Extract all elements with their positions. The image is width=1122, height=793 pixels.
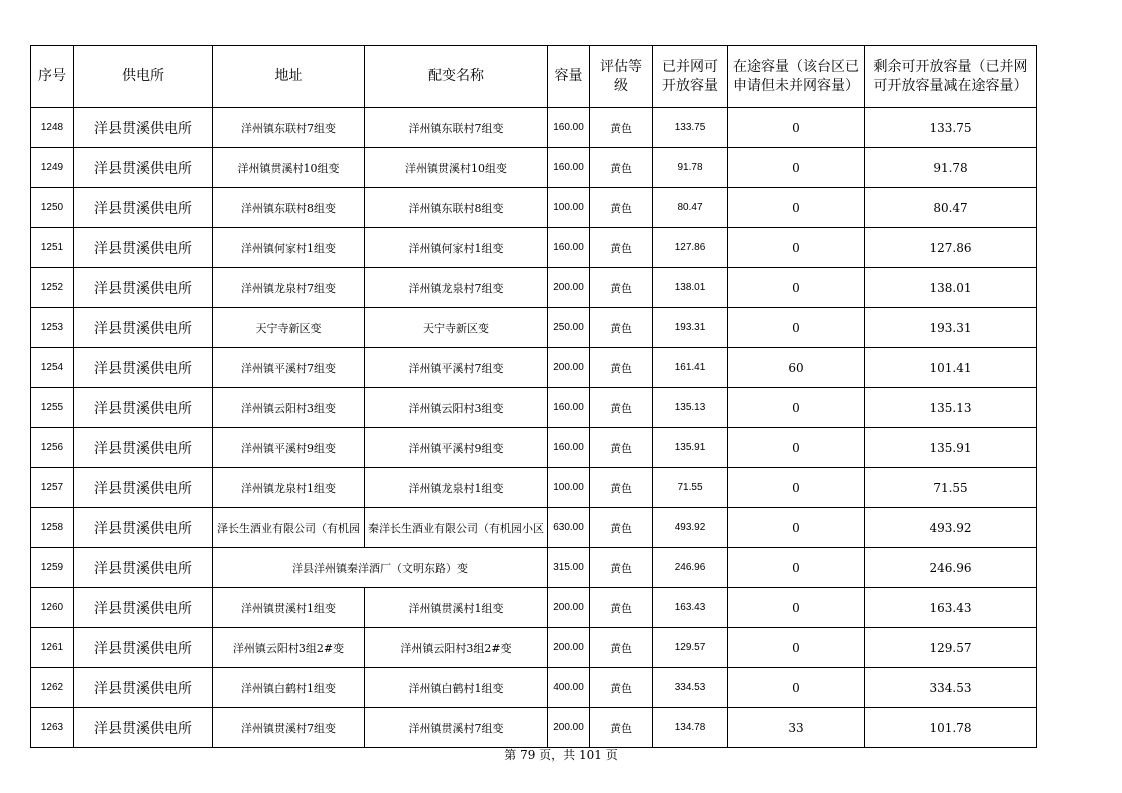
cell-capacity: 100.00 bbox=[548, 188, 590, 228]
table-row bbox=[31, 308, 1037, 348]
cell-remaining: 135.91 bbox=[865, 428, 1037, 468]
cell-remaining: 101.41 bbox=[865, 348, 1037, 388]
cell-transformer: 洋州镇云阳村3组变 bbox=[365, 388, 548, 428]
cell-grade: 黄色 bbox=[590, 308, 653, 348]
cell-grade: 黄色 bbox=[590, 548, 653, 588]
table-row bbox=[31, 228, 1037, 268]
cell-in-transit: 33 bbox=[728, 708, 865, 748]
cell-transformer: 秦洋长生酒业有限公司（有机园小区 bbox=[365, 508, 548, 548]
table-row bbox=[31, 508, 1037, 548]
capacity-table bbox=[30, 45, 1037, 748]
cell-supplier: 洋县贯溪供电所 bbox=[74, 268, 213, 308]
cell-remaining: 91.78 bbox=[865, 148, 1037, 188]
cell-address: 洋州镇何家村1组变 bbox=[213, 228, 365, 268]
cell-in-transit: 0 bbox=[728, 148, 865, 188]
cell-supplier: 洋县贯溪供电所 bbox=[74, 588, 213, 628]
cell-grade: 黄色 bbox=[590, 588, 653, 628]
cell-supplier: 洋县贯溪供电所 bbox=[74, 468, 213, 508]
cell-in-transit: 0 bbox=[728, 308, 865, 348]
cell-open-capacity: 127.86 bbox=[653, 228, 728, 268]
cell-open-capacity: 161.41 bbox=[653, 348, 728, 388]
cell-address: 洋州镇平溪村9组变 bbox=[213, 428, 365, 468]
cell-capacity: 160.00 bbox=[548, 228, 590, 268]
table-row bbox=[31, 468, 1037, 508]
cell-address: 洋州镇云阳村3组2#变 bbox=[213, 628, 365, 668]
cell-open-capacity: 91.78 bbox=[653, 148, 728, 188]
cell-open-capacity: 334.53 bbox=[653, 668, 728, 708]
cell-capacity: 200.00 bbox=[548, 348, 590, 388]
cell-open-capacity: 135.91 bbox=[653, 428, 728, 468]
cell-no: 1262 bbox=[31, 668, 74, 708]
cell-transformer: 洋州镇云阳村3组2#变 bbox=[365, 628, 548, 668]
cell-supplier: 洋县贯溪供电所 bbox=[74, 388, 213, 428]
header-remaining: 剩余可开放容量（已并网可开放容量减在途容量） bbox=[865, 46, 1037, 108]
cell-grade: 黄色 bbox=[590, 188, 653, 228]
cell-supplier: 洋县贯溪供电所 bbox=[74, 548, 213, 588]
cell-remaining: 101.78 bbox=[865, 708, 1037, 748]
cell-remaining: 493.92 bbox=[865, 508, 1037, 548]
cell-transformer: 洋州镇平溪村7组变 bbox=[365, 348, 548, 388]
cell-remaining: 334.53 bbox=[865, 668, 1037, 708]
cell-address: 洋州镇东联村7组变 bbox=[213, 108, 365, 148]
cell-no: 1257 bbox=[31, 468, 74, 508]
cell-address: 洋州镇平溪村7组变 bbox=[213, 348, 365, 388]
header-capacity: 容量 bbox=[548, 46, 590, 108]
cell-no: 1253 bbox=[31, 308, 74, 348]
cell-capacity: 160.00 bbox=[548, 388, 590, 428]
table-row bbox=[31, 268, 1037, 308]
cell-remaining: 246.96 bbox=[865, 548, 1037, 588]
cell-remaining: 129.57 bbox=[865, 628, 1037, 668]
cell-in-transit: 0 bbox=[728, 468, 865, 508]
cell-in-transit: 0 bbox=[728, 668, 865, 708]
cell-address: 洋州镇贯溪村1组变 bbox=[213, 588, 365, 628]
cell-open-capacity: 80.47 bbox=[653, 188, 728, 228]
table-row bbox=[31, 548, 1037, 588]
cell-address: 天宁寺新区变 bbox=[213, 308, 365, 348]
cell-capacity: 100.00 bbox=[548, 468, 590, 508]
cell-open-capacity: 129.57 bbox=[653, 628, 728, 668]
cell-open-capacity: 193.31 bbox=[653, 308, 728, 348]
cell-open-capacity: 135.13 bbox=[653, 388, 728, 428]
cell-supplier: 洋县贯溪供电所 bbox=[74, 428, 213, 468]
cell-supplier: 洋县贯溪供电所 bbox=[74, 188, 213, 228]
cell-transformer: 洋州镇东联村8组变 bbox=[365, 188, 548, 228]
cell-grade: 黄色 bbox=[590, 108, 653, 148]
table-header-row bbox=[31, 46, 1037, 108]
cell-open-capacity: 71.55 bbox=[653, 468, 728, 508]
cell-open-capacity: 246.96 bbox=[653, 548, 728, 588]
table-row bbox=[31, 708, 1037, 748]
cell-grade: 黄色 bbox=[590, 228, 653, 268]
cell-supplier: 洋县贯溪供电所 bbox=[74, 628, 213, 668]
header-address: 地址 bbox=[213, 46, 365, 108]
cell-capacity: 200.00 bbox=[548, 268, 590, 308]
cell-no: 1259 bbox=[31, 548, 74, 588]
cell-supplier: 洋县贯溪供电所 bbox=[74, 668, 213, 708]
cell-transformer: 天宁寺新区变 bbox=[365, 308, 548, 348]
cell-grade: 黄色 bbox=[590, 428, 653, 468]
cell-in-transit: 0 bbox=[728, 108, 865, 148]
header-in-transit: 在途容量（该台区已申请但未并网容量） bbox=[728, 46, 865, 108]
cell-capacity: 315.00 bbox=[548, 548, 590, 588]
table-row bbox=[31, 668, 1037, 708]
cell-grade: 黄色 bbox=[590, 708, 653, 748]
cell-open-capacity: 493.92 bbox=[653, 508, 728, 548]
cell-remaining: 71.55 bbox=[865, 468, 1037, 508]
page-footer: 第 79 页，共 101 页 bbox=[504, 748, 618, 762]
table-row bbox=[31, 108, 1037, 148]
table-row bbox=[31, 628, 1037, 668]
header-open-capacity: 已并网可开放容量 bbox=[653, 46, 728, 108]
table-row bbox=[31, 188, 1037, 228]
cell-grade: 黄色 bbox=[590, 508, 653, 548]
cell-address: 洋州镇贯溪村10组变 bbox=[213, 148, 365, 188]
cell-in-transit: 0 bbox=[728, 388, 865, 428]
cell-in-transit: 0 bbox=[728, 508, 865, 548]
cell-address: 洋州镇东联村8组变 bbox=[213, 188, 365, 228]
cell-address: 洋州镇龙泉村1组变 bbox=[213, 468, 365, 508]
cell-supplier: 洋县贯溪供电所 bbox=[74, 308, 213, 348]
cell-capacity: 200.00 bbox=[548, 588, 590, 628]
cell-grade: 黄色 bbox=[590, 668, 653, 708]
table-row bbox=[31, 388, 1037, 428]
cell-no: 1250 bbox=[31, 188, 74, 228]
cell-grade: 黄色 bbox=[590, 388, 653, 428]
header-supplier: 供电所 bbox=[74, 46, 213, 108]
cell-in-transit: 0 bbox=[728, 428, 865, 468]
cell-supplier: 洋县贯溪供电所 bbox=[74, 508, 213, 548]
cell-no: 1261 bbox=[31, 628, 74, 668]
cell-supplier: 洋县贯溪供电所 bbox=[74, 228, 213, 268]
cell-no: 1248 bbox=[31, 108, 74, 148]
cell-open-capacity: 138.01 bbox=[653, 268, 728, 308]
header-grade: 评估等级 bbox=[590, 46, 653, 108]
cell-in-transit: 0 bbox=[728, 228, 865, 268]
cell-no: 1263 bbox=[31, 708, 74, 748]
cell-in-transit: 0 bbox=[728, 548, 865, 588]
cell-no: 1251 bbox=[31, 228, 74, 268]
cell-no: 1260 bbox=[31, 588, 74, 628]
table-row bbox=[31, 148, 1037, 188]
cell-in-transit: 0 bbox=[728, 268, 865, 308]
cell-transformer: 洋州镇何家村1组变 bbox=[365, 228, 548, 268]
cell-open-capacity: 133.75 bbox=[653, 108, 728, 148]
cell-supplier: 洋县贯溪供电所 bbox=[74, 108, 213, 148]
cell-transformer: 洋州镇平溪村9组变 bbox=[365, 428, 548, 468]
cell-address: 洋州镇白鹤村1组变 bbox=[213, 668, 365, 708]
cell-grade: 黄色 bbox=[590, 468, 653, 508]
cell-grade: 黄色 bbox=[590, 348, 653, 388]
cell-grade: 黄色 bbox=[590, 148, 653, 188]
cell-remaining: 133.75 bbox=[865, 108, 1037, 148]
cell-grade: 黄色 bbox=[590, 628, 653, 668]
cell-open-capacity: 163.43 bbox=[653, 588, 728, 628]
cell-grade: 黄色 bbox=[590, 268, 653, 308]
cell-open-capacity: 134.78 bbox=[653, 708, 728, 748]
cell-transformer: 洋州镇龙泉村7组变 bbox=[365, 268, 548, 308]
cell-no: 1252 bbox=[31, 268, 74, 308]
table-row bbox=[31, 428, 1037, 468]
table-row bbox=[31, 348, 1037, 388]
cell-address: 泽长生酒业有限公司（有机园 bbox=[213, 508, 365, 548]
cell-address: 洋州镇龙泉村7组变 bbox=[213, 268, 365, 308]
cell-remaining: 138.01 bbox=[865, 268, 1037, 308]
cell-capacity: 400.00 bbox=[548, 668, 590, 708]
cell-capacity: 200.00 bbox=[548, 708, 590, 748]
header-no: 序号 bbox=[31, 46, 74, 108]
cell-in-transit: 0 bbox=[728, 188, 865, 228]
cell-in-transit: 0 bbox=[728, 628, 865, 668]
cell-no: 1256 bbox=[31, 428, 74, 468]
cell-capacity: 160.00 bbox=[548, 148, 590, 188]
cell-capacity: 630.00 bbox=[548, 508, 590, 548]
cell-transformer: 洋州镇贯溪村7组变 bbox=[365, 708, 548, 748]
cell-remaining: 127.86 bbox=[865, 228, 1037, 268]
cell-in-transit: 0 bbox=[728, 588, 865, 628]
cell-capacity: 200.00 bbox=[548, 628, 590, 668]
cell-capacity: 160.00 bbox=[548, 428, 590, 468]
table-row bbox=[31, 588, 1037, 628]
cell-capacity: 250.00 bbox=[548, 308, 590, 348]
cell-supplier: 洋县贯溪供电所 bbox=[74, 708, 213, 748]
cell-no: 1258 bbox=[31, 508, 74, 548]
cell-transformer: 洋州镇龙泉村1组变 bbox=[365, 468, 548, 508]
cell-transformer: 洋州镇贯溪村10组变 bbox=[365, 148, 548, 188]
cell-address: 洋州镇云阳村3组变 bbox=[213, 388, 365, 428]
cell-remaining: 163.43 bbox=[865, 588, 1037, 628]
cell-remaining: 135.13 bbox=[865, 388, 1037, 428]
cell-transformer: 洋州镇东联村7组变 bbox=[365, 108, 548, 148]
cell-supplier: 洋县贯溪供电所 bbox=[74, 348, 213, 388]
cell-remaining: 80.47 bbox=[865, 188, 1037, 228]
cell-no: 1249 bbox=[31, 148, 74, 188]
cell-transformer: 洋州镇白鹤村1组变 bbox=[365, 668, 548, 708]
cell-remaining: 193.31 bbox=[865, 308, 1037, 348]
cell-capacity: 160.00 bbox=[548, 108, 590, 148]
cell-transformer: 洋县洋州镇秦洋酒厂（文明东路）变 bbox=[213, 548, 548, 588]
header-transformer: 配变名称 bbox=[365, 46, 548, 108]
cell-in-transit: 60 bbox=[728, 348, 865, 388]
cell-address: 洋州镇贯溪村7组变 bbox=[213, 708, 365, 748]
cell-transformer: 洋州镇贯溪村1组变 bbox=[365, 588, 548, 628]
cell-no: 1254 bbox=[31, 348, 74, 388]
cell-supplier: 洋县贯溪供电所 bbox=[74, 148, 213, 188]
cell-no: 1255 bbox=[31, 388, 74, 428]
